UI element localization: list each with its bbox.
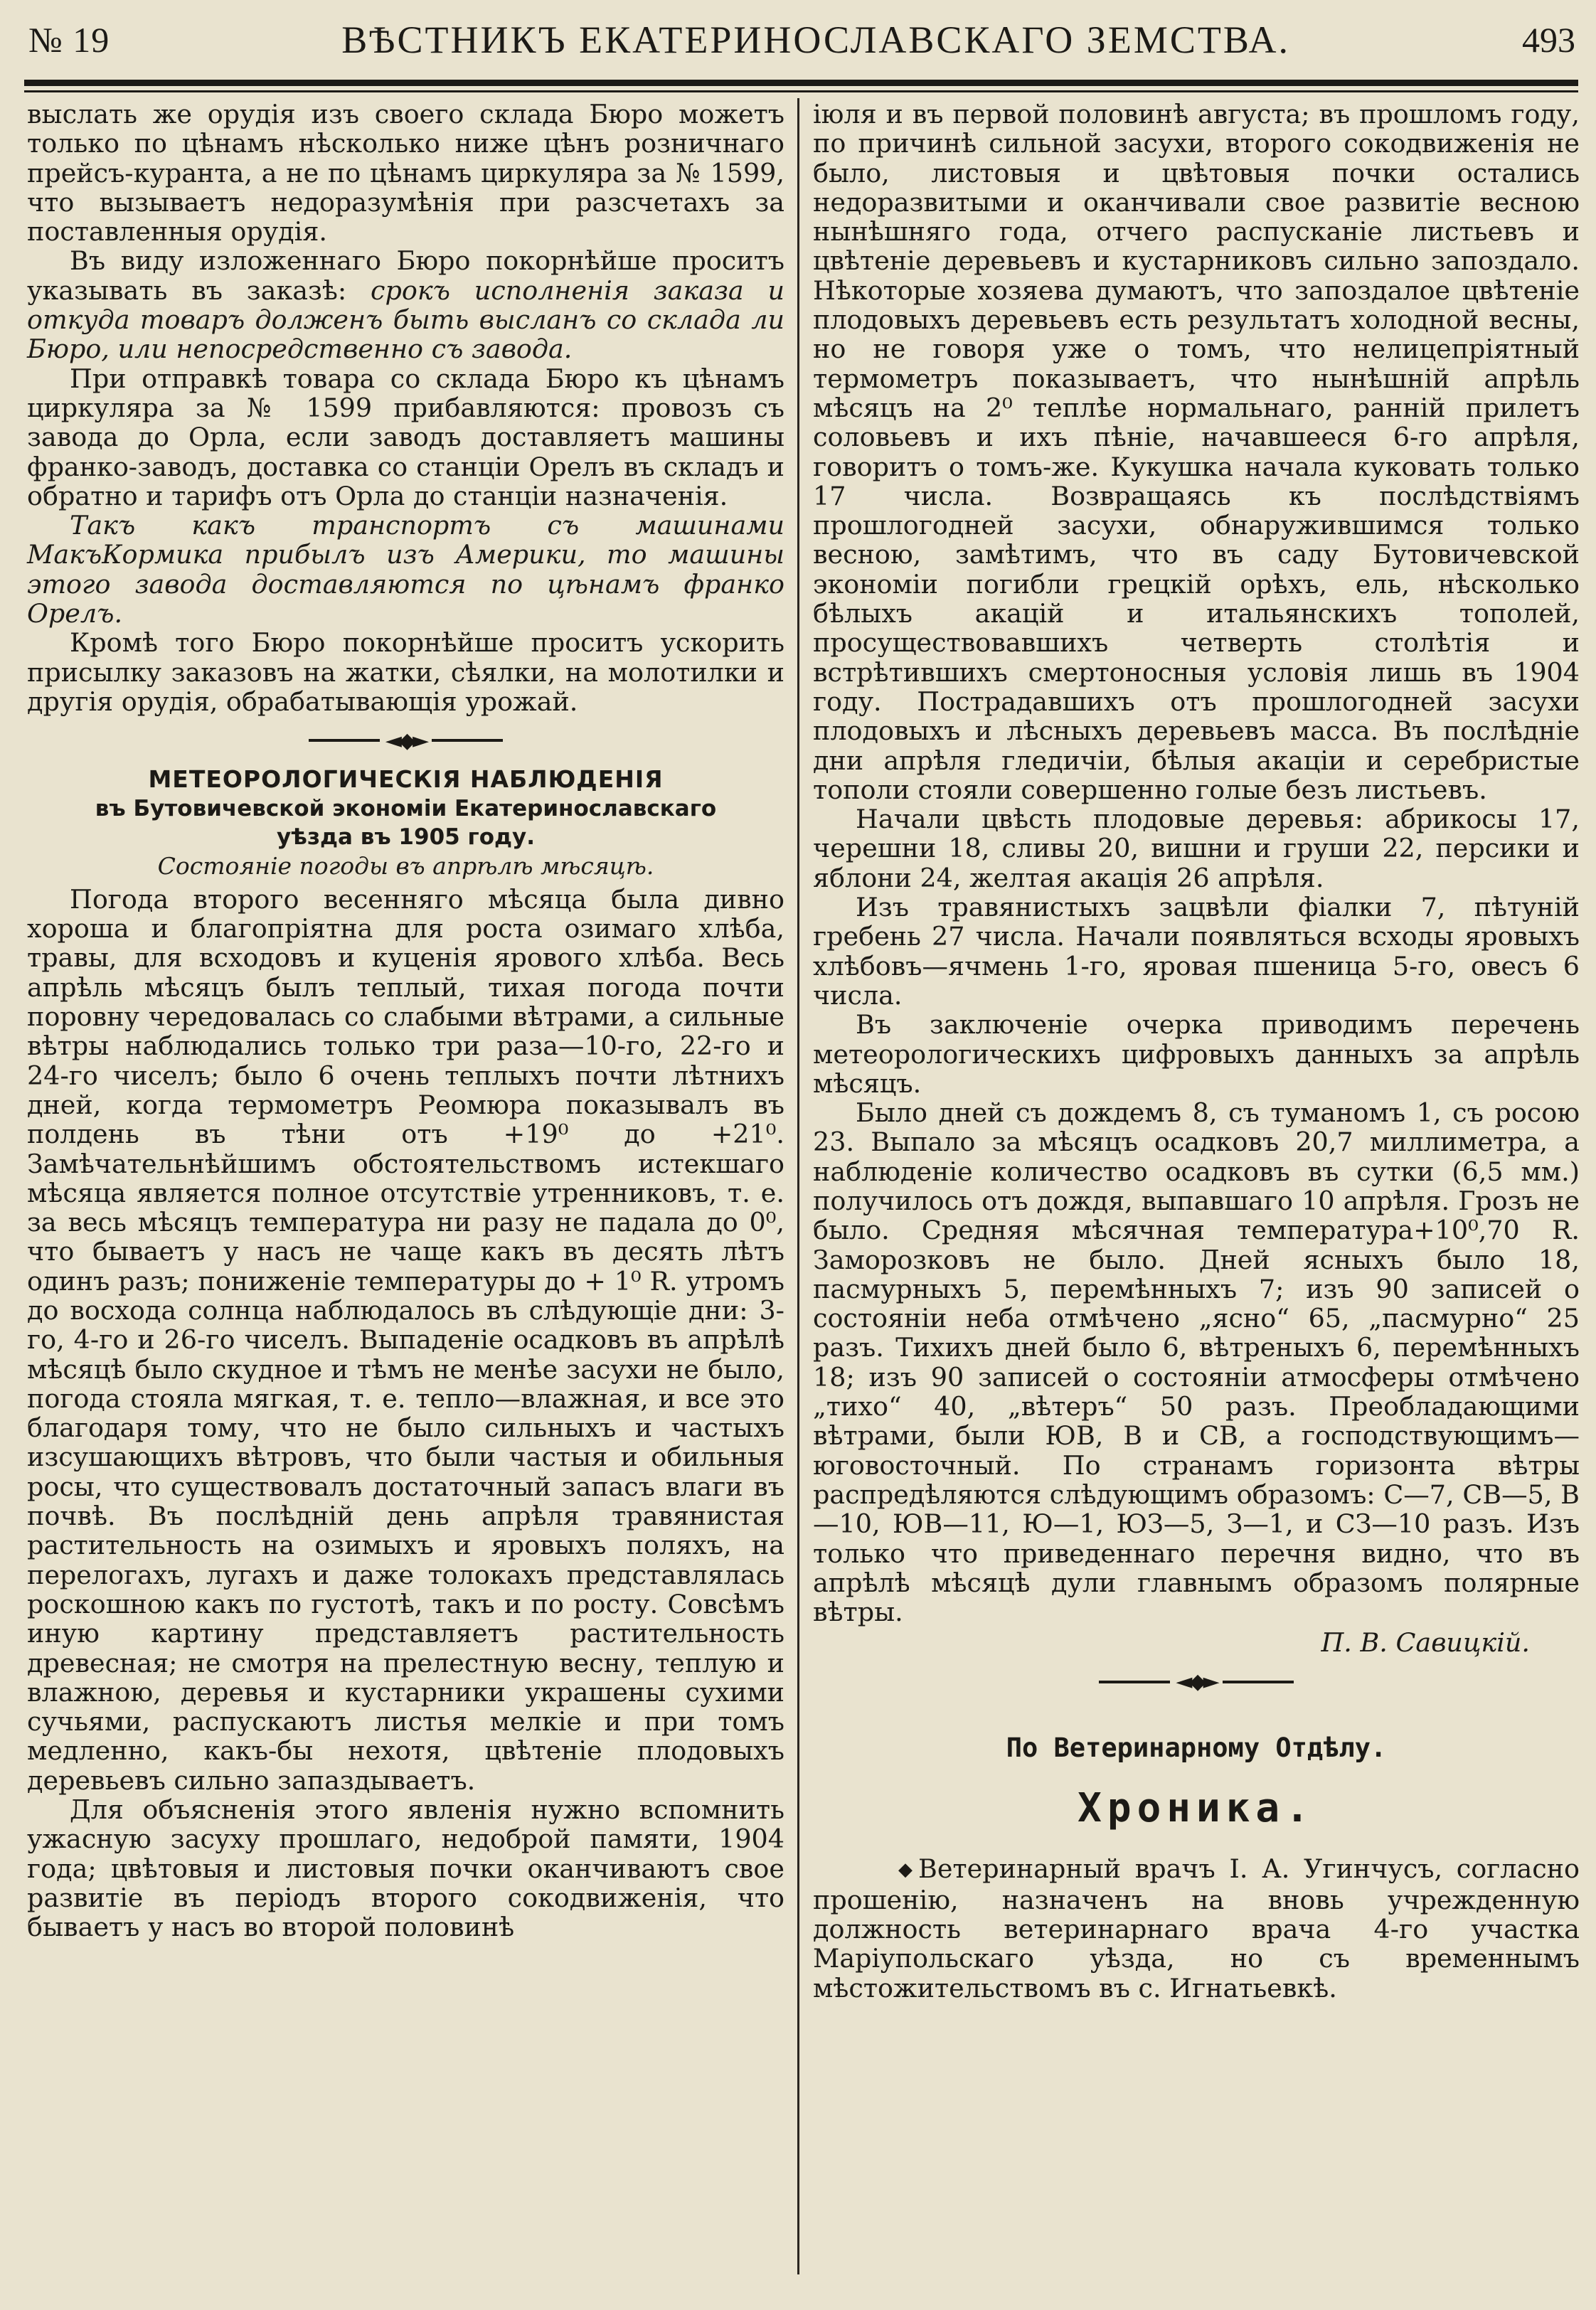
author-signature: П. В. Савицкій. (1321, 1627, 1530, 1659)
paragraph: выслать же орудія изъ своего склада Бюро можетъ только по цѣнамъ нѣсколько ниже цѣнъ розничнаго прейсъ-куранта, а не по цѣнамъ циркуляра за № 1599, что вызываетъ недоразумѣнія при разсчетахъ за поставленныя орудія. (27, 99, 784, 247)
ornament-divider-icon: ◄◆► (27, 720, 784, 760)
diamond-bullet-icon: ◆ (898, 1859, 913, 1881)
right-column (813, 100, 1580, 2003)
section-title: По Ветеринарному Отдѣлу. (1006, 1732, 1387, 1763)
paragraph: Въ заключеніе очерка приводимъ перечень метеорологическихъ цифровыхъ данныхъ за апрѣль мѣсяцъ. (813, 1009, 1580, 1099)
paragraph: Начали цвѣсть плодовые деревья: абрикосы 17, черешни 18, сливы 20, вишни и груши 22, персики и яблони 24, желтая акація 26 апрѣля. (813, 804, 1580, 893)
header-rule-thin (24, 90, 1578, 92)
header-rule (24, 80, 1578, 86)
paragraph: Изъ травянистыхъ зацвѣли фіалки 7, пѣтуній гребень 27 числа. Начали появляться всходы яровыхъ хлѣбовъ—ячмень 1-го, яровая пшеница 5-го, овесъ 6 числа. (813, 892, 1580, 1011)
paragraph-text: Въ виду изложеннаго Бюро покорнѣйше проситъ указывать въ заказѣ: (27, 245, 784, 306)
paragraph: Для объясненія этого явленія нужно вспомнить ужасную засуху прошлаго, недоброй памяти, 1904 года; цвѣтовыя и листовыя почки оканчиваютъ свое развитіе въ періодъ второго сокодвиженія, что бываетъ у насъ во второй половинѣ (27, 1794, 784, 1943)
paragraph: Кромѣ того Бюро покорнѣйше проситъ ускорить присылку заказовъ на жатки, сѣялки, на молотилки и другія орудія, обрабатывающія урожай. (27, 627, 784, 717)
chronicle-title: Хроника. (1078, 1785, 1315, 1832)
paragraph (813, 1854, 1580, 2002)
left-column (27, 100, 784, 1942)
page-header (28, 6, 1575, 74)
paragraph: іюля и въ первой половинѣ августа; въ прошломъ году, по причинѣ сильной засухи, второго сокодвиженія не было, листовыя и цвѣтовыя почки остались недоразвитыми и оканчивали свое развитіе весною нынѣшняго года, отчего распусканіе листьевъ и цвѣтеніе деревьевъ и кустарниковъ сильно запоздало. Нѣкоторые хозяева думаютъ, что запоздалое цвѣтеніе плодовыхъ деревьевъ есть результатъ холодной весны, но не говоря уже о томъ, что нелицепріятный термометръ показываетъ, что нынѣшній апрѣль мѣсяцъ на 2⁰ теплѣе нормальнаго, ранній прилетъ соловьевъ и ихъ пѣніе, начавшееся 6-го апрѣля, говоритъ о томъ-же. Кукушка начала куковать только 17 числа. Возвращаясь къ послѣдствіямъ прошлогодней засухи, обнаружившимся только весною, замѣтимъ, что въ саду Бутовичевской экономіи погибли грецкій орѣхъ, ель, нѣсколько бѣлыхъ акацій и итальянскихъ тополей, просуществовавшихъ четверть столѣтія и встрѣтившихъ смертоносныя условія лишь въ 1904 году. Пострадавшихъ отъ прошлогодней засухи плодовыхъ и лѣсныхъ деревьевъ масса. Въ послѣдніе дни апрѣля гледичіи, бѣлыя акаціи и серебристые тополи стояли совершенно голые безъ листьевъ. (813, 99, 1580, 805)
italic-paragraph: Такъ какъ транспортъ съ машинами МакъКормика прибылъ изъ Америки, то машины этого завода доставляются по цѣнамъ франко Орелъ. (27, 510, 784, 629)
chronicle-text: Ветеринарный врачъ I. А. Угинчусъ, согласно прошенію, назначенъ на вновь учрежденную должность ветеринарнаго врача 4-го участка Маріупольскаго уѣзда, но съ временнымъ мѣстожительствомъ въ с. Игнатьевкѣ. (813, 1853, 1580, 2003)
paragraph: При отправкѣ товара со склада Бюро къ цѣнамъ циркуляра за № 1599 прибавляются: провозъ съ завода до Орла, если заводъ доставляетъ машины франко-заводъ, доставка со станціи Орелъ въ складъ и обратно и тарифъ отъ Орла до станціи назначенія. (27, 363, 784, 511)
paragraph: Погода второго весенняго мѣсяца была дивно хороша и благопріятна для роста озимаго хлѣба, травы, для всходовъ и куценія ярового хлѣба. Весь апрѣль мѣсяцъ былъ теплый, тихая погода почти поровну чередовалась со слабыми вѣтрами, а сильные вѣтры наблюдались только три раза—10-го, 22-го и 24-го чиселъ; было 6 очень теплыхъ почти лѣтнихъ дней, когда термометръ Реомюра показывалъ въ полдень въ тѣни отъ +19⁰ до +21⁰. Замѣчательнѣйшимъ обстоятельствомъ истекшаго мѣсяца является полное отсутствіе утренниковъ, т. е. за весь мѣсяцъ температура ни разу не падала до 0⁰, что бываетъ у насъ не чаще какъ въ десять лѣтъ одинъ разъ; пониженіе температуры до + 1⁰ R. утромъ до восхода солнца наблюдалось въ слѣдующіе дни: 3-го, 4-го и 26-го чиселъ. Выпаденіе осадковъ въ апрѣлѣ мѣсяцѣ было скудное и тѣмъ не менѣе засухи не было, погода стояла мягкая, т. е. тепло—влажная, и все это благодаря тому, что не было сильныхъ и частыхъ изсушающихъ вѣтровъ, что были частыя и обильныя росы, что существовалъ достаточный запасъ влаги въ почвѣ. Въ послѣдній день апрѣля травянистая растительность на озимыхъ и яровыхъ поляхъ, на перелогахъ, лугахъ и даже толокахъ представлялась роскошною какъ по густотѣ, такъ и по росту. Совсѣмъ иную картину представляетъ растительность древесная; не смотря на прелестную весну, теплую и влажною, деревья и кустарники украшены сухими сучьями, распускаютъ листья мелкіе и при томъ медленно, какъ-бы нехотя, цвѣтеніе плодовыхъ деревьевъ сильно запаздываетъ. (27, 883, 784, 1796)
section-subtitle: въ Бутовичевской экономіи Екатеринославскаго (95, 795, 717, 821)
column-divider (797, 98, 799, 2274)
paragraph: Было дней съ дождемъ 8, съ туманомъ 1, съ росою 23. Выпало за мѣсяцъ осадковъ 20,7 миллиметра, а наблюденіе количество осадковъ въ сутки (6,5 мм.) получилось отъ дождя, выпавшаго 10 апрѣля. Грозъ не было. Средняя мѣсячная температура+10⁰,70 R. Заморозковъ не было. Дней ясныхъ было 18, пасмурныхъ 5, перемѣнныхъ 7; изъ 90 записей о состояніи неба отмѣчено „ясно“ 65, „пасмурно“ 25 разъ. Тихихъ дней было 6, вѣтреныхъ 6, перемѣнныхъ 18; изъ 90 записей о состояніи атмосферы отмѣчено „тихо“ 40, „вѣтеръ“ 50 разъ. Преобладающими вѣтрами, были ЮВ, В и СВ, а господствующимъ—юговосточный. По странамъ горизонта вѣтры распредѣляются слѣдующимъ образомъ: С—7, СВ—5, В—10, ЮВ—11, Ю—1, ЮЗ—5, З—1, и СЗ—10 разъ. Изъ только что приведеннаго перечня видно, что въ апрѣлѣ мѣсяцѣ дули главнымъ образомъ полярные вѣтры. (813, 1097, 1580, 1628)
section-title: МЕТЕОРОЛОГИЧЕСКІЯ НАБЛЮДЕНІЯ (148, 765, 664, 794)
section-month-heading: Состояніе погоды въ апрѣлѣ мѣсяцѣ. (157, 851, 654, 880)
ornament-divider-icon: ◄◆► (813, 1662, 1580, 1702)
paragraph (27, 246, 784, 363)
journal-title: ВѢСТНИКЪ ЕКАТЕРИНОСЛАВСКАГО ЗЕМСТВА. (341, 18, 1290, 61)
section-subtitle: уѣзда въ 1905 году. (276, 824, 536, 850)
italic-text: срокъ исполненія заказа и откуда товаръ долженъ быть высланъ со склада ли Бюро, или непосредственно съ завода. (27, 275, 784, 365)
page-number: 493 (1522, 20, 1575, 60)
issue-number: № 19 (28, 20, 110, 60)
